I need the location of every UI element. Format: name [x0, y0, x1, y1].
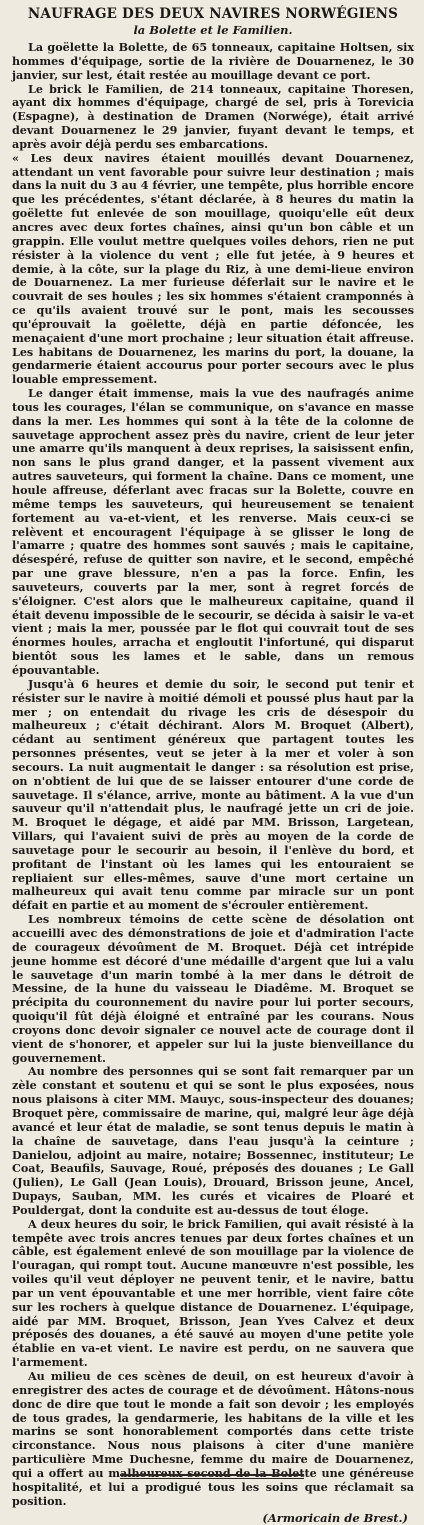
closing-rule-thin [120, 1478, 304, 1479]
article-title: NAUFRAGE DES DEUX NAVIRES NORWÉGIENS [27, 6, 399, 22]
paragraph-familien-wreck: A deux heures du soir, le brick Familien, qui avait résisté à la tempête avec trois ancres tenues par deux fortes chaînes et un câble, est également enlevé de son mouillage par la violence de l'ouragan, qui rompt tout. Aucune manœuvre n'est possible, les voiles qu'il veut déployer ne peuvent tenir, et le navire, battu par un vent épouvantable et une mer horrible, vient faire côte sur les rochers à quelque distance de Douarnenez. L'équipage, aidé par MM. Broquet, Brisson, Jean Yves Calvez et deux préposés des douanes, a été sauvé au moyen d'une petite yole établie en va-et vient. Le navire est perdu, on ne sauvera que l'armement. [12, 1217, 414, 1370]
paragraph-storm: « Les deux navires étaient mouillés devant Douarnenez, attendant un vent favorable pour suivre leur destination ; mais dans la nuit du 3 au 4 février, une tempête, plus horrible encore que les précédentes, s'étant déclarée, à 8 heures du matin la goëlette fut enlevée de son mouillage, quoiqu'elle eût deux ancres avec deux fortes chaînes, ainsi qu'un bon câble et un grappin. Elle voulut mettre quelques voiles dehors, rien ne put résister à la violence du vent ; elle fut jetée, à 9 heures et demie, à la côte, sur la plage du Riz, à une demi-lieue environ de Douarnenez. La mer furieuse déferlait sur le navire et le couvrait de ses houles ; les six hommes s'étaient cramponnés à ce qu'ils avaient trouvé sur le pont, mais les secousses qu'éprouvait la goëlette, déjà en partie défoncée, les menaçaient d'une mort prochaine ; leur situation était affreuse. Les habitans de Douarnenez, les marins du port, la douane, la gendarmerie étaient accourus pour porter secours avec le plus louable empressement. [12, 151, 414, 387]
article-subtitle: la Bolette et le Familien. [133, 23, 293, 37]
closing-rule [120, 1474, 304, 1476]
paragraph-conclusion: Au milieu de ces scènes de deuil, on est heureux d'avoir à enregistrer des actes de courage et de dévoûment. Hâtons-nous donc de dire que tout le monde a fait son devoir ; les employés de tous grades, la gendarmerie, les habitans de la ville et les marins se sont honorablement comportés dans cette triste circonstance. Nous nous plaisons à citer d'une manière particulière Mme Duchesne, femme du maire de Douarnenez, qui a offert au malheureux second de la Bolette une généreuse hospitalité, et lui a prodigué tous les soins que réclamait sa position. [12, 1370, 414, 1508]
article-source: (Armoricain de Brest.) [262, 1511, 408, 1525]
paragraph-rescue: Le danger était immense, mais la vue des naufragés anime tous les courages, l'élan se communique, on s'avance en masse dans la mer. Les hommes qui sont à la tête de la colonne de sauvetage approchent assez près du navire, crient de leur jeter une amarre qu'ils manquent à deux reprises, la saisissent enfin, non sans le plus grand danger, et la passent vivement aux autres sauveteurs, qui forment la chaîne. Dans ce moment, une houle affreuse, déferlant avec fracas sur la Bolette, couvre en même temps les sauveteurs, qui heureusement se tenaient fortement au va-et-vient, et les renverse. Mais ceux-ci se relèvent et encouragent l'équipage à se glisser le long de l'amarre ; quatre des hommes sont sauvés ; mais le capitaine, désespéré, refuse de quitter son navire, et le second, empêché par une grave blessure, n'en a pas la force. Enfin, les sauveteurs, couverts par la mer, sont à regret forcés de s'éloigner. C'est alors que le malheureux capitaine, quand il était devenu impossible de le secourir, se décida à saisir le va-et vient ; mais la mer, poussée par le flot qui couvrait tout de ses énormes houles, arracha et engloutit l'infortuné, qui disparut bientôt sous les lames et le sable, dans un remous épouvantable. [12, 387, 414, 677]
paragraph-bolette-intro: La goëlette la Bolette, de 65 tonneaux, capitaine Holtsen, six hommes d'équipage, sortie de la rivière de Douarnenez, le 30 janvier, sur lest, était restée au mouillage devant ce port. [12, 41, 414, 82]
paragraph-familien-intro: Le brick le Familien, de 214 tonneaux, capitaine Thoresen, ayant dix hommes d'équipage, chargé de sel, pris à Torevicia (Espagne), à destination de Dramen (Norwége), était arrivé devant Douarnenez le 29 janvier, fuyant devant le temps, et après avoir déjà perdu ses embarcations. [12, 82, 414, 151]
paragraph-notables: Au nombre des personnes qui se sont fait remarquer par un zèle constant et soutenu et qui se sont le plus exposées, nous nous plaisons à citer MM. Mauyc, sous-inspecteur des douanes; Broquet père, commissaire de marine, qui, malgré leur âge déjà avancé et leur état de maladie, se sont tenus depuis le matin à la chaîne de sauvetage, dans l'eau jusqu'à la ceinture ; Danielou, adjoint au maire, notaire; Bossennec, instituteur; Le Coat, Beaufils, Sauvage, Roué, préposés des douanes ; Le Gall (Julien), Le Gall (Jean Louis), Drouard, Brisson jeune, Ancel, Dupays, Sauban, MM. les curés et vicaires de Ploaré et Pouldergat, dont la conduite est au-dessus de tout éloge. [12, 1065, 414, 1217]
paragraph-broquet-rescue: Jusqu'à 6 heures et demie du soir, le second put tenir et résister sur le navire à moitié démoli et poussé plus haut par la mer ; on entendait du rivage les cris de désespoir du malheureux ; c'était déchirant. Alors M. Broquet (Albert), cédant au sentiment généreux que partagent toutes les personnes présentes, veut se jeter à la mer et voler à son secours. La nuit augmentait le danger : sa résolution est prise, on n'obtient de lui que de se laisser entourer d'une corde de sauvetage. Il s'élance, arrive, monte au bâtiment. A la vue d'un sauveur qu'il n'attendait plus, le naufragé jette un cri de joie. M. Broquet le dégage, et aidé par MM. Brisson, Largetean, Villars, qui l'avaient suivi de près au moyen de la corde de sauvetage pour le secourir au besoin, il l'enlève du bord, et profitant de l'instant où les lames qui les entouraient se repliaient sur elles-mêmes, sauve d'une mort certaine un malheureux qui avait tenu comme par miracle sur un pont défait en partie et au moment de s'écrouler entièrement. [12, 677, 414, 913]
paragraph-witnesses: Les nombreux témoins de cette scène de désolation ont accueilli avec des démonstrations de joie et d'admiration l'acte de courageux dévoûment de M. Broquet. Déjà cet intrépide jeune homme est décoré d'une médaille d'argent que lui a valu le sauvetage d'un marin tombé à la mer dans le détroit de Messine, de la hune du vaisseau le Diadême. M. Broquet se précipita du couronnement du navire pour lui porter secours, quoiqu'il fût déjà éloigné et entraîné par les courans. Nous croyons donc devoir signaler ce nouvel acte de courage dont il vient de s'honorer, et appeler sur lui la juste bienveillance du gouvernement. [12, 913, 414, 1065]
